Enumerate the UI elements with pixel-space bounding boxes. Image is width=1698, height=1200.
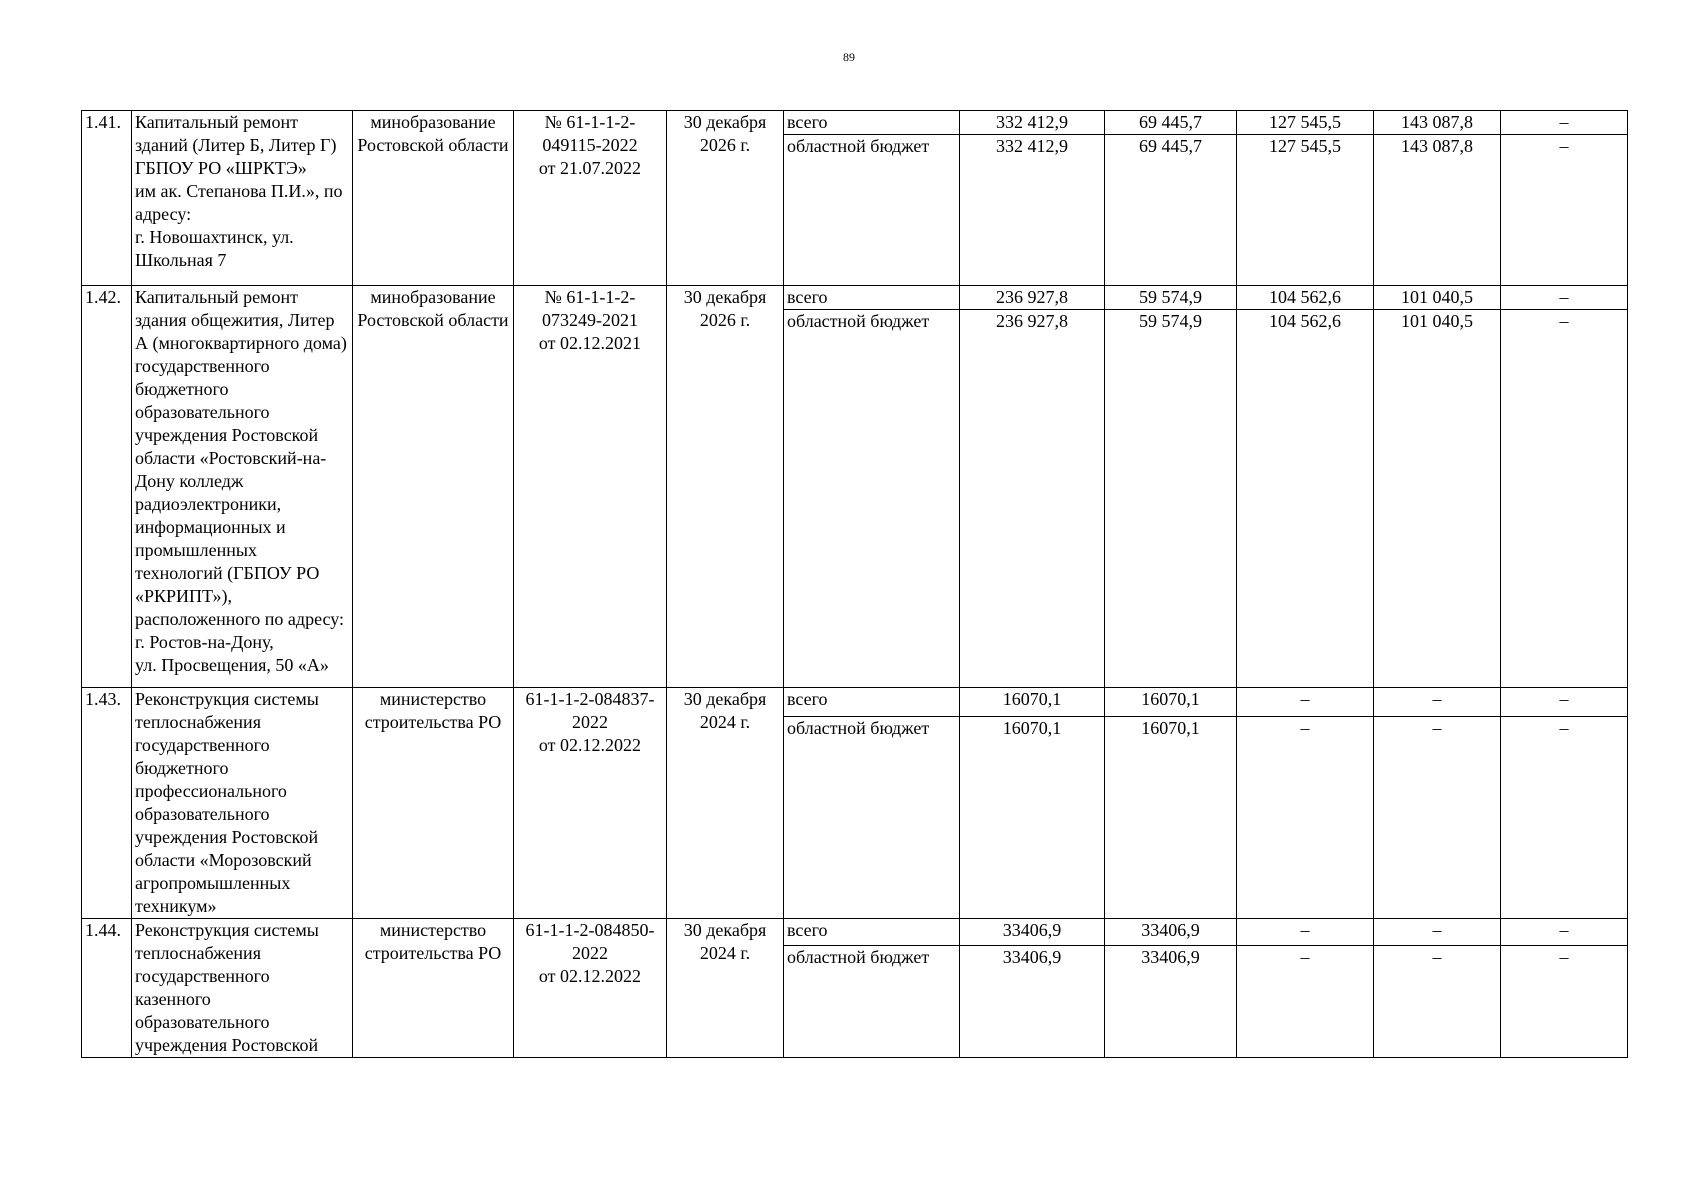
amount-regional-y4: – bbox=[1501, 135, 1628, 286]
amount-total-y3: 101 040,5 bbox=[1374, 286, 1501, 310]
amount-regional-y1: 59 574,9 bbox=[1105, 310, 1237, 688]
item-deadline: 30 декабря 2026 г. bbox=[667, 286, 784, 688]
amount-total-y1: 16070,1 bbox=[1105, 688, 1237, 717]
amount-total-all: 16070,1 bbox=[960, 688, 1105, 717]
item-number: 1.42. bbox=[82, 286, 132, 688]
amount-total-y2: 104 562,6 bbox=[1237, 286, 1374, 310]
amount-regional-y4: – bbox=[1501, 717, 1628, 919]
table-row bbox=[82, 111, 1628, 135]
amount-total-y2: – bbox=[1237, 688, 1374, 717]
amount-regional-y2: – bbox=[1237, 717, 1374, 919]
table-row bbox=[82, 286, 1628, 310]
source-label-total: всего bbox=[784, 919, 960, 946]
item-name: Реконструкция системы теплоснабжения государственного казенного образовательного учреждения Ростовской bbox=[132, 919, 353, 1058]
amount-total-all: 332 412,9 bbox=[960, 111, 1105, 135]
source-label-total: всего bbox=[784, 688, 960, 717]
amount-total-y1: 33406,9 bbox=[1105, 919, 1237, 946]
table-row bbox=[82, 688, 1628, 717]
item-document: № 61-1-1-2-049115-2022 от 21.07.2022 bbox=[514, 111, 667, 286]
amount-regional-all: 33406,9 bbox=[960, 945, 1105, 1057]
table-body bbox=[82, 111, 1628, 1058]
item-customer: минобразование Ростовской области bbox=[353, 111, 514, 286]
amount-total-y2: – bbox=[1237, 919, 1374, 946]
item-document: 61-1-1-2-084850-2022 от 02.12.2022 bbox=[514, 919, 667, 1058]
amount-total-y3: 143 087,8 bbox=[1374, 111, 1501, 135]
source-label-total: всего bbox=[784, 111, 960, 135]
item-number: 1.43. bbox=[82, 688, 132, 919]
amount-regional-y3: 143 087,8 bbox=[1374, 135, 1501, 286]
amount-total-all: 236 927,8 bbox=[960, 286, 1105, 310]
amount-total-all: 33406,9 bbox=[960, 919, 1105, 946]
amount-regional-y2: – bbox=[1237, 945, 1374, 1057]
item-document: 61-1-1-2-084837-2022 от 02.12.2022 bbox=[514, 688, 667, 919]
amount-regional-y1: 33406,9 bbox=[1105, 945, 1237, 1057]
item-number: 1.44. bbox=[82, 919, 132, 1058]
page-number: 89 bbox=[843, 50, 855, 64]
item-deadline: 30 декабря 2024 г. bbox=[667, 688, 784, 919]
amount-total-y4: – bbox=[1501, 286, 1628, 310]
item-customer: министерство строительства РО bbox=[353, 919, 514, 1058]
amount-regional-y2: 127 545,5 bbox=[1237, 135, 1374, 286]
budget-table bbox=[81, 110, 1628, 1058]
amount-total-y4: – bbox=[1501, 688, 1628, 717]
source-label-total: всего bbox=[784, 286, 960, 310]
source-label-regional: областной бюджет bbox=[784, 717, 960, 919]
amount-total-y4: – bbox=[1501, 919, 1628, 946]
source-label-regional: областной бюджет bbox=[784, 135, 960, 286]
amount-regional-y4: – bbox=[1501, 310, 1628, 688]
item-customer: минобразование Ростовской области bbox=[353, 286, 514, 688]
amount-total-y4: – bbox=[1501, 111, 1628, 135]
item-deadline: 30 декабря 2024 г. bbox=[667, 919, 784, 1058]
amount-regional-y2: 104 562,6 bbox=[1237, 310, 1374, 688]
table-row bbox=[82, 919, 1628, 946]
item-deadline: 30 декабря 2026 г. bbox=[667, 111, 784, 286]
source-label-regional: областной бюджет bbox=[784, 310, 960, 688]
amount-regional-y3: – bbox=[1374, 717, 1501, 919]
source-label-regional: областной бюджет bbox=[784, 945, 960, 1057]
amount-regional-y4: – bbox=[1501, 945, 1628, 1057]
amount-total-y2: 127 545,5 bbox=[1237, 111, 1374, 135]
item-number: 1.41. bbox=[82, 111, 132, 286]
item-customer: министерство строительства РО bbox=[353, 688, 514, 919]
amount-regional-all: 332 412,9 bbox=[960, 135, 1105, 286]
item-name: Капитальный ремонт зданий (Литер Б, Литер Г) ГБПОУ РО «ШРКТЭ» им ак. Степанова П.И.», по адресу: г. Новошахтинск, ул. Школьная 7 bbox=[132, 111, 353, 286]
item-document: № 61-1-1-2-073249-2021 от 02.12.2021 bbox=[514, 286, 667, 688]
amount-total-y1: 69 445,7 bbox=[1105, 111, 1237, 135]
amount-total-y3: – bbox=[1374, 919, 1501, 946]
amount-total-y1: 59 574,9 bbox=[1105, 286, 1237, 310]
amount-total-y3: – bbox=[1374, 688, 1501, 717]
amount-regional-y1: 69 445,7 bbox=[1105, 135, 1237, 286]
amount-regional-y3: 101 040,5 bbox=[1374, 310, 1501, 688]
amount-regional-y1: 16070,1 bbox=[1105, 717, 1237, 919]
item-name: Реконструкция системы теплоснабжения государственного бюджетного профессионального образовательного учреждения Ростовской области «Морозовский агропромышленных техникум» bbox=[132, 688, 353, 919]
item-name: Капитальный ремонт здания общежития, Литер А (многоквартирного дома) государственного бюджетного образовательного учреждения Ростовской области «Ростовский-на-Дону колледж радиоэлектроники, информационных и промышленных технологий (ГБПОУ РО «РКРИПТ»), расположенного по адресу: г. Ростов-на-Дону, ул. Просвещения, 50 «А» bbox=[132, 286, 353, 688]
amount-regional-all: 16070,1 bbox=[960, 717, 1105, 919]
amount-regional-all: 236 927,8 bbox=[960, 310, 1105, 688]
amount-regional-y3: – bbox=[1374, 945, 1501, 1057]
